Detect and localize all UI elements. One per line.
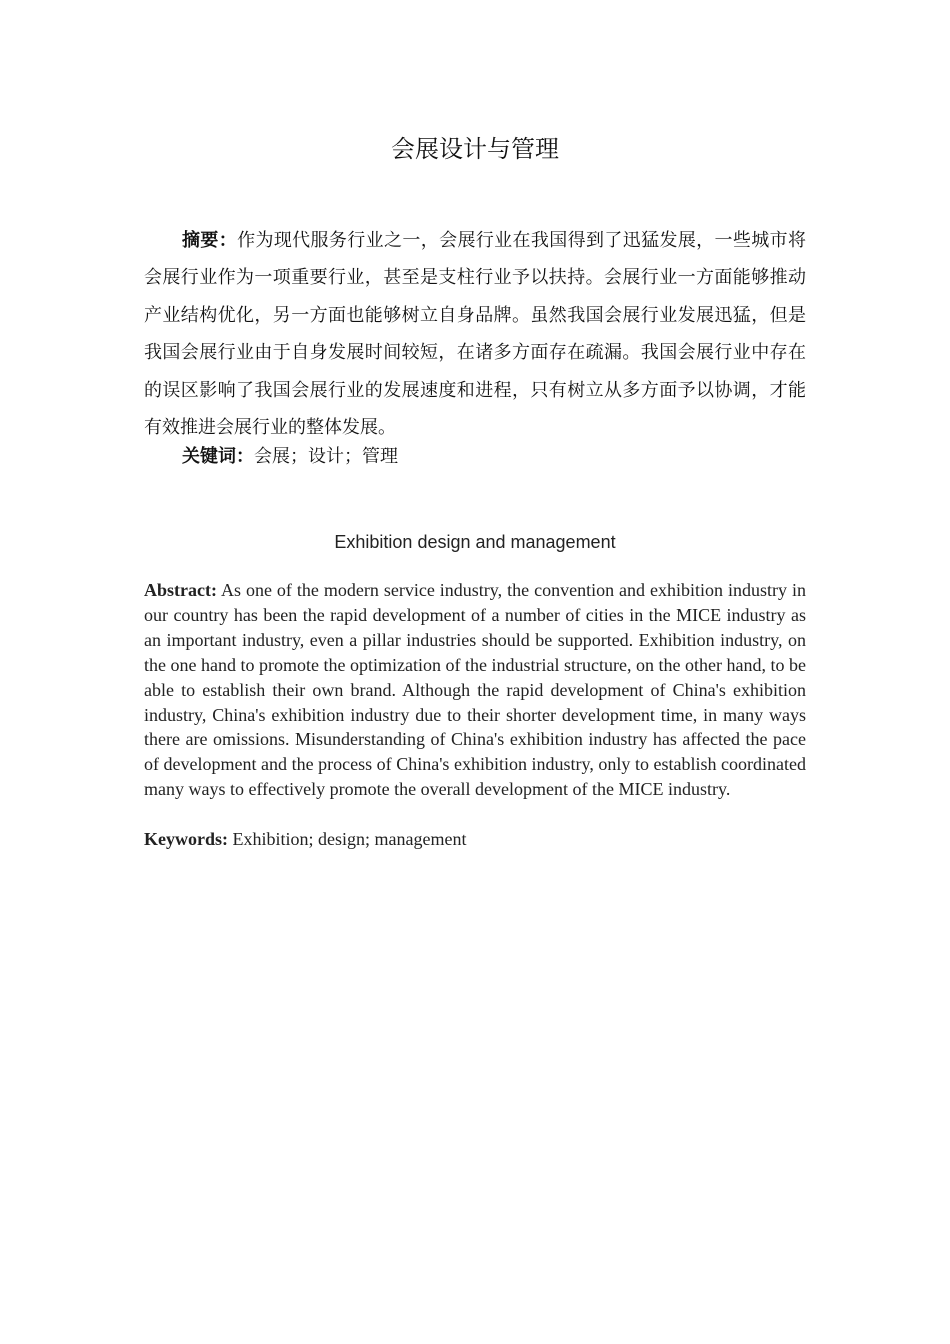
chinese-keywords-label: 关键词： xyxy=(182,446,254,467)
chinese-abstract-label: 摘要： xyxy=(182,230,238,251)
english-keywords-label: Keywords: xyxy=(144,829,228,849)
chinese-abstract-text: 作为现代服务行业之一，会展行业在我国得到了迅猛发展，一些城市将会展行业作为一项重要行业，甚至是支柱行业予以扶持。会展行业一方面能够推动产业结构优化，另一方面也能够树立自身品牌。虽然我国会展行业发展迅猛，但是我国会展行业由于自身发展时间较短，在诸多方面存在疏漏。我国会展行业中存在的误区影响了我国会展行业的发展速度和进程，只有树立从多方面予以协调，才能有效推进会展行业的整体发展。 xyxy=(144,230,806,439)
english-title: Exhibition design and management xyxy=(334,532,616,552)
english-abstract xyxy=(144,578,806,802)
english-keywords xyxy=(144,827,806,852)
english-keywords-text: Exhibition; design; management xyxy=(228,829,467,849)
chinese-abstract xyxy=(144,222,806,446)
english-abstract-label: Abstract: xyxy=(144,580,217,600)
english-abstract-text: As one of the modern service industry, the convention and exhibition industry in our country has been the rapid development of a number of cities in the MICE industry as an important industry, even a pillar industries should be supported. Exhibition industry, on the one hand to promote the optimization of the industrial structure, on the other hand, to be able to establish their own brand. Although the rapid development of China's exhibition industry, China's exhibition industry due to their shorter development time, in many ways there are omissions. Misunderstanding of China's exhibition industry has affected the pace of development and the process of China's exhibition industry, only to establish coordinated many ways to effectively promote the overall development of the MICE industry. xyxy=(144,580,806,800)
chinese-keywords-text: 会展；设计；管理 xyxy=(254,446,398,467)
chinese-title: 会展设计与管理 xyxy=(391,135,559,163)
chinese-keywords xyxy=(144,441,806,473)
